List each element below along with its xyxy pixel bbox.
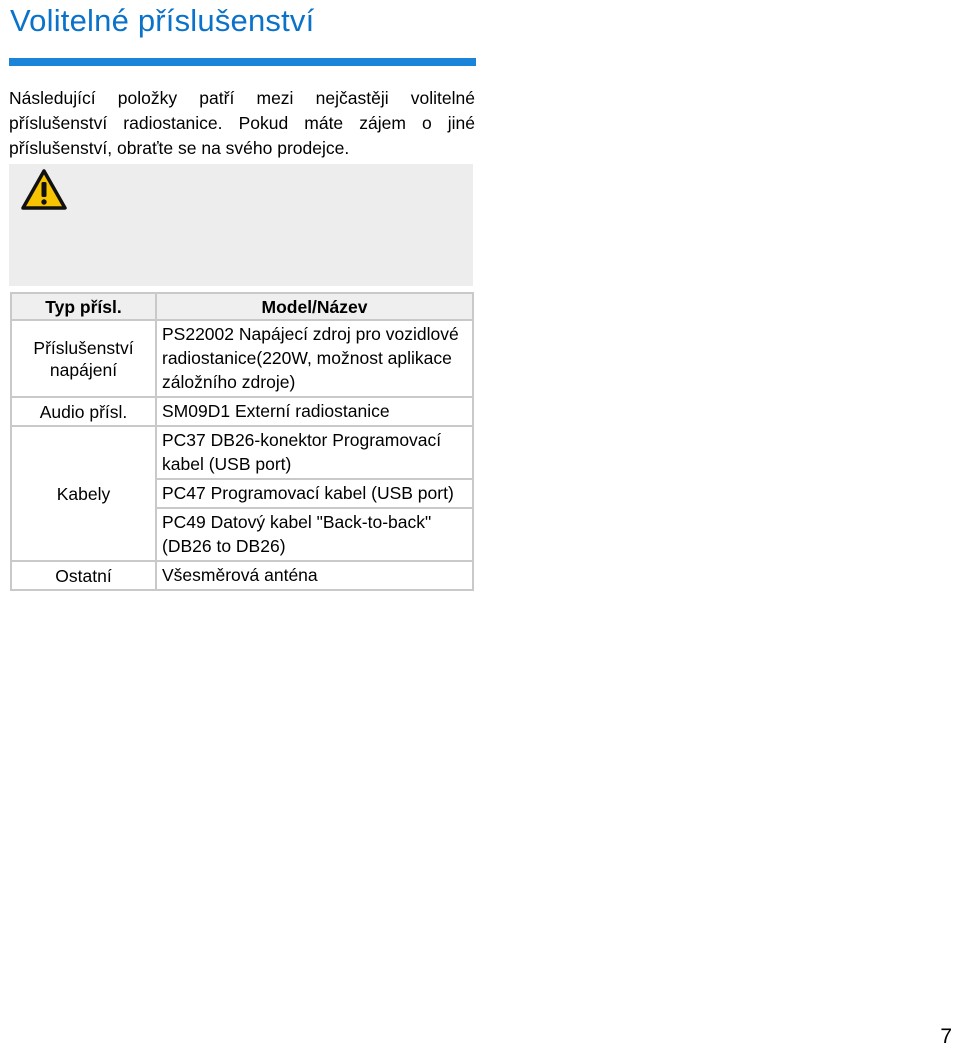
model-cell: SM09D1 Externí radiostanice: [156, 397, 473, 426]
table-header-row: [11, 293, 473, 320]
warning-icon: [20, 168, 68, 212]
model-cell: Všesměrová anténa: [156, 561, 473, 590]
header-type: Typ přísl.: [11, 293, 156, 320]
model-cell: PC47 Programovací kabel (USB port): [156, 479, 473, 508]
page-title: Volitelné příslušenství: [10, 3, 315, 38]
type-cell: Příslušenství napájení: [11, 320, 156, 397]
model-cell: PC49 Datový kabel "Back-to-back" (DB26 to DB26): [156, 508, 473, 561]
type-cell: Kabely: [11, 426, 156, 561]
page-number: 7: [940, 1025, 952, 1048]
intro-paragraph: Následující položky patří mezi nejčastěji volitelné příslušenství radiostanice. Pokud máte zájem o jiné příslušenství, obraťte se na svého prodejce.: [9, 88, 475, 158]
type-cell: Ostatní: [11, 561, 156, 590]
table-row: [11, 561, 473, 590]
model-cell: PC37 DB26-konektor Programovací kabel (USB port): [156, 426, 473, 479]
model-cell: PS22002 Napájecí zdroj pro vozidlové radiostanice(220W, možnost aplikace záložního zdroje): [156, 320, 473, 397]
table-row: [11, 397, 473, 426]
title-rule: [9, 58, 476, 66]
header-model: Model/Název: [156, 293, 473, 320]
note-box: [9, 164, 473, 286]
type-cell: Audio přísl.: [11, 397, 156, 426]
accessories-table: [10, 292, 474, 591]
table-row: [11, 426, 473, 479]
table-row: [11, 320, 473, 397]
